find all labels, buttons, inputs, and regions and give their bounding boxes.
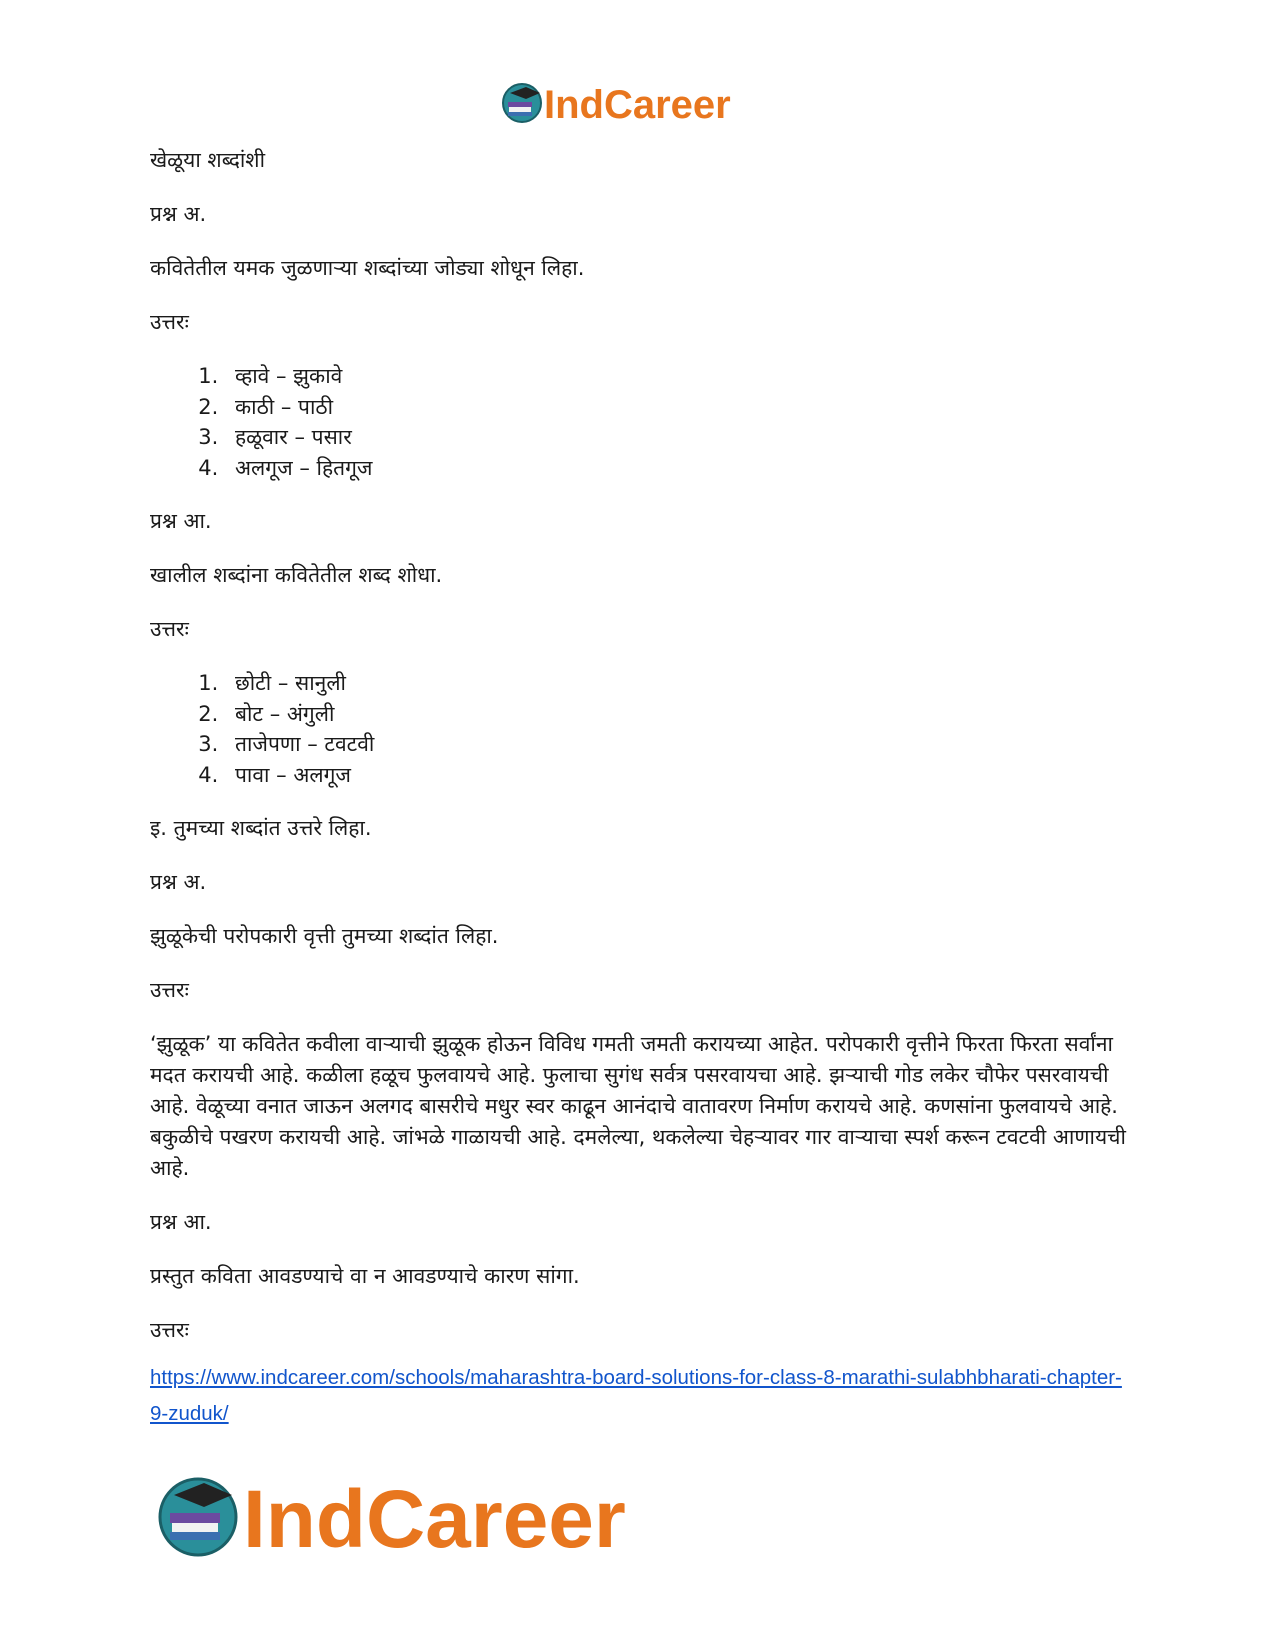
source-link[interactable]: https://www.indcareer.com/schools/maharashtra-board-solutions-for-class-8-marathi-sulabhbharati-chapter-9-zuduk/ xyxy=(150,1366,1122,1425)
question-label: प्रश्न आ. xyxy=(150,509,212,533)
question-text: खालील शब्दांना कवितेतील शब्द शोधा. xyxy=(150,563,443,587)
indcareer-logo-bottom xyxy=(158,1465,698,1565)
section-heading: इ. तुमच्या शब्दांत उत्तरे लिहा. xyxy=(150,816,372,840)
answer-label: उत्तरः xyxy=(150,617,189,641)
question-label: प्रश्न अ. xyxy=(150,870,207,894)
indcareer-logo-top xyxy=(500,78,790,128)
logo-globe-icon xyxy=(503,84,541,122)
list-item: 3. ताजेपणा – टवटवी xyxy=(225,729,1130,760)
list-item: 1. व्हावे – झुकावे xyxy=(225,361,1130,392)
list-item: 3. हळूवार – पसार xyxy=(225,422,1130,453)
question-text: झुळूकेची परोपकारी वृत्ती तुमच्या शब्दांत लिहा. xyxy=(150,924,499,948)
question-label: प्रश्न आ. xyxy=(150,1210,212,1234)
answer-list xyxy=(150,361,1130,483)
list-item: 4. अलगूज – हितगूज xyxy=(225,453,1130,484)
section-heading: खेळूया शब्दांशी xyxy=(150,148,266,172)
question-text: कवितेतील यमक जुळणाऱ्या शब्दांच्या जोड्या शोधून लिहा. xyxy=(150,256,585,280)
list-item: 2. बोट – अंगुली xyxy=(225,699,1130,730)
answer-paragraph: ‘झुळूक’ या कवितेत कवीला वाऱ्याची झुळूक होऊन विविध गमती जमती करायच्या आहेत. परोपकारी वृत्तीने फिरता फिरता सर्वांना मदत करायची आहे. कळीला हळूच फुलवायचे आहे. फुलाचा सुगंध सर्वत्र पसरवायचा आहे. झऱ्याची गोड लकेर चौफेर पसरवायची आहे. वेळूच्या वनात जाऊन अलगद बासरीचे मधुर स्वर काढून आनंदाचे वातावरण निर्माण करायचे आहे. कणसांना फुलवायचे आहे. बकुळीचे पखरण करायची आहे. जांभळे गाळायची आहे. दमलेल्या, थकलेल्या चेहऱ्यावर गार वाऱ्याचा स्पर्श करून टवटवी आणायची आहे. xyxy=(150,1032,1126,1180)
list-item: 4. पावा – अलगूज xyxy=(225,760,1130,791)
svg-text:IndCareer: IndCareer xyxy=(243,1474,626,1565)
answer-label: उत्तरः xyxy=(150,1318,189,1342)
content xyxy=(150,145,1130,1432)
question-label: प्रश्न अ. xyxy=(150,202,207,226)
answer-label: उत्तरः xyxy=(150,978,189,1002)
question-text: प्रस्तुत कविता आवडण्याचे वा न आवडण्याचे कारण सांगा. xyxy=(150,1264,580,1288)
answer-label: उत्तरः xyxy=(150,310,189,334)
list-item: 2. काठी – पाठी xyxy=(225,392,1130,423)
list-item: 1. छोटी – सानुली xyxy=(225,668,1130,699)
svg-text:IndCareer: IndCareer xyxy=(544,83,731,127)
answer-list xyxy=(150,668,1130,790)
logo-globe-icon xyxy=(160,1479,236,1555)
